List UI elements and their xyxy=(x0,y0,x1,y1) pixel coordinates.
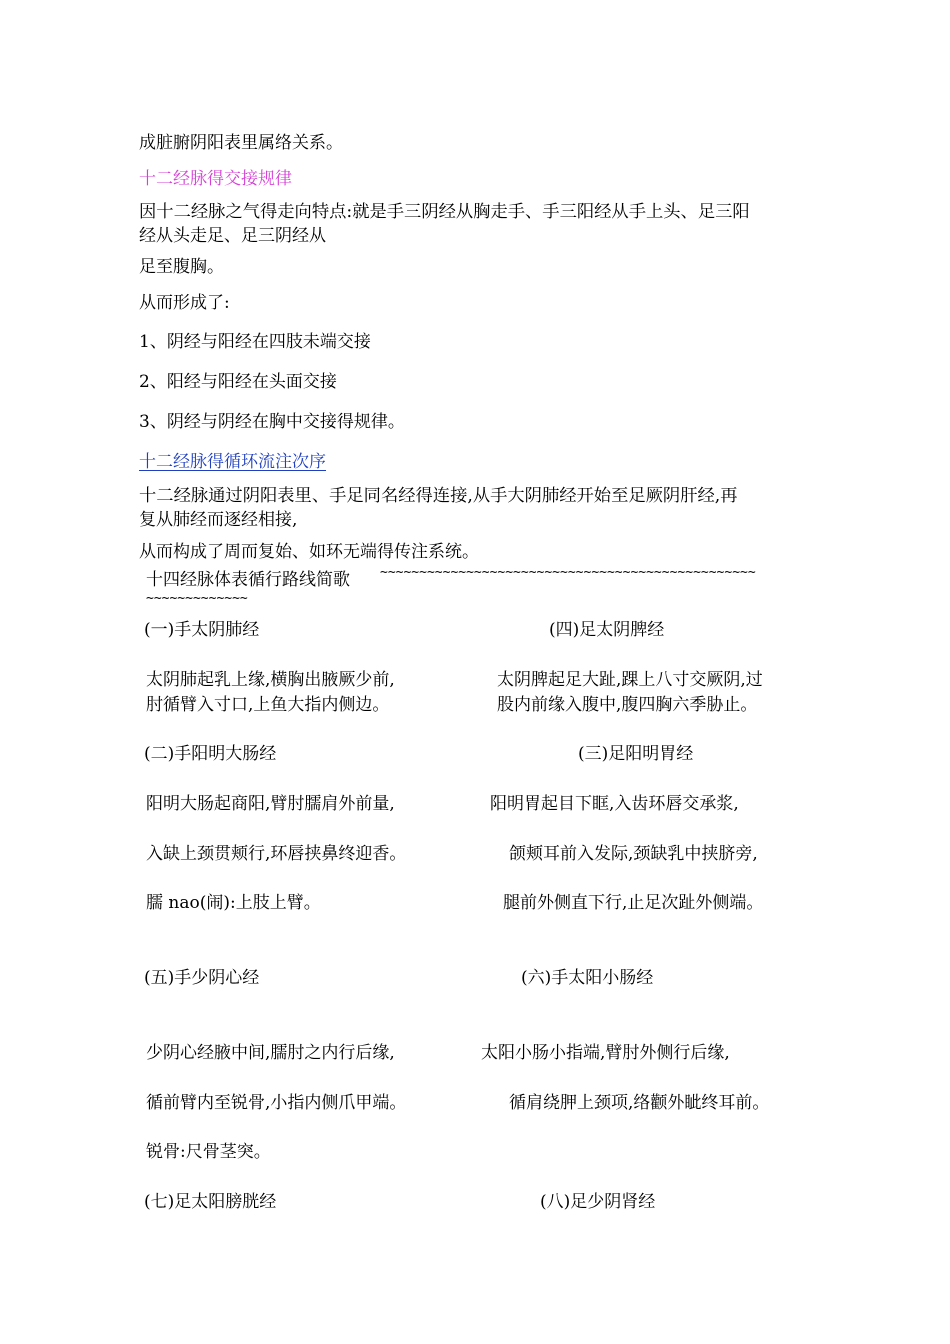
verse-line: 少阴心经腋中间,臑肘之内行后缘, xyxy=(146,1043,395,1063)
verse-line: 太阳小肠小指端,臂肘外侧行后缘, xyxy=(481,1043,730,1063)
list-item: 1、阴经与阳经在四肢未端交接 xyxy=(139,332,371,352)
meridian-title: (八)足少阴肾经 xyxy=(540,1192,656,1212)
section-heading-link-circulation[interactable]: 十二经脉得循环流注次序 xyxy=(139,452,326,472)
meridian-title: (六)手太阳小肠经 xyxy=(521,968,654,988)
meridian-title: (一)手太阴肺经 xyxy=(144,620,260,640)
annotation-note: 锐骨:尺骨茎突。 xyxy=(146,1142,271,1162)
verse-line: 入缺上颈贯颊行,环唇挟鼻终迎香。 xyxy=(146,844,407,864)
paragraph-line: 十二经脉通过阴阳表里、手足同名经得连接,从手大阴肺经开始至足厥阴肝经,再 xyxy=(139,486,738,506)
section-heading-interconnection: 十二经脉得交接规律 xyxy=(139,169,292,189)
verse-line: 股内前缘入腹中,腹四胸六季胁止。 xyxy=(497,695,758,715)
meridian-title: (七)足太阳膀胱经 xyxy=(144,1192,277,1212)
verse-line: 颌颊耳前入发际,颈缺乳中挟脐旁, xyxy=(509,844,758,864)
paragraph-line: 复从肺经而逐经相接, xyxy=(139,510,298,530)
paragraph-line: 经从头走足、足三阴经从 xyxy=(139,226,326,246)
list-item: 3、阴经与阴经在胸中交接得规律。 xyxy=(139,412,405,432)
verse-line: 肘循臂入寸口,上鱼大指内侧边。 xyxy=(146,695,390,715)
verse-line: 腿前外侧直下行,止足次趾外侧端。 xyxy=(503,893,764,913)
verse-line: 太阴肺起乳上缘,横胸出腋厥少前, xyxy=(146,670,395,690)
verse-line: 太阴脾起足大趾,踝上八寸交厥阴,过 xyxy=(497,670,763,690)
song-title: 十四经脉体表循行路线简歌 xyxy=(146,570,350,590)
paragraph-line: 从而构成了周而复始、如环无端得传注系统。 xyxy=(139,542,479,562)
paragraph-line: 足至腹胸。 xyxy=(139,257,224,277)
verse-line: 阳明大肠起商阳,臂肘臑肩外前量, xyxy=(146,794,395,814)
verse-line: 循前臂内至锐骨,小指内侧爪甲端。 xyxy=(146,1093,407,1113)
list-item: 2、阳经与阳经在头面交接 xyxy=(139,372,337,392)
intro-line: 成脏腑阴阳表里属络关系。 xyxy=(139,133,343,153)
tilde-decoration: ~~~~~~~~~~~~~ xyxy=(146,591,248,606)
meridian-title: (四)足太阴脾经 xyxy=(549,620,665,640)
annotation-note: 臑 nao(闹):上肢上臂。 xyxy=(146,893,321,913)
meridian-title: (二)手阳明大肠经 xyxy=(144,744,277,764)
verse-line: 循肩绕胛上颈项,络颧外眦终耳前。 xyxy=(509,1093,770,1113)
verse-line: 阳明胃起目下眶,入齿环唇交承浆, xyxy=(490,794,739,814)
paragraph-line: 因十二经脉之气得走向特点:就是手三阴经从胸走手、手三阳经从手上头、足三阳 xyxy=(139,202,750,222)
meridian-title: (三)足阳明胃经 xyxy=(578,744,694,764)
meridian-title: (五)手少阴心经 xyxy=(144,968,260,988)
paragraph-line: 从而形成了: xyxy=(139,293,230,313)
tilde-decoration: ~~~~~~~~~~~~~~~~~~~~~~~~~~~~~~~~~~~~~~~~~~~~~~~~ xyxy=(380,565,756,580)
